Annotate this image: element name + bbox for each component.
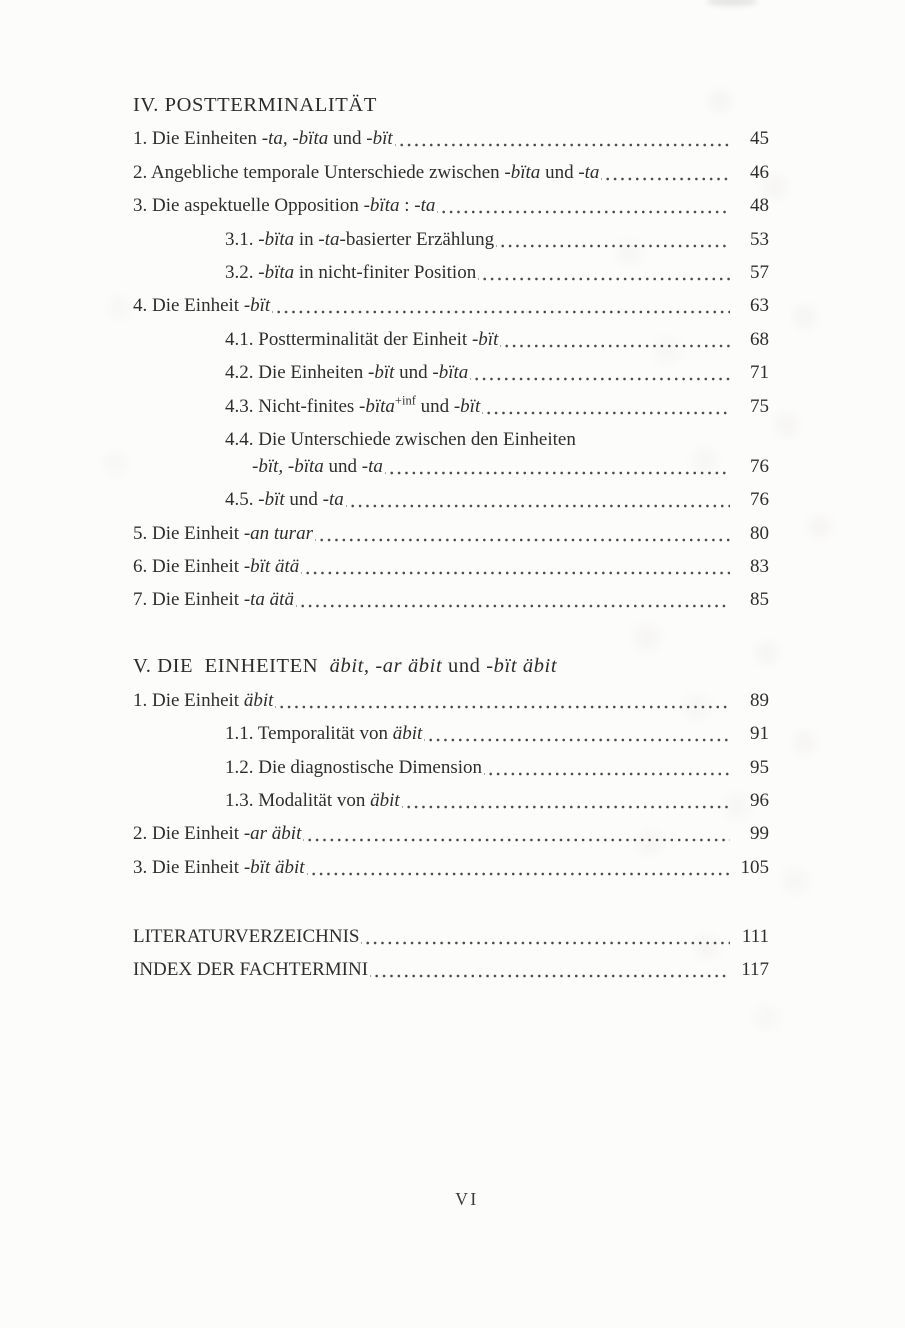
entry-page-number: 57 [750,261,769,283]
dot-leader [346,486,730,513]
toc-entry [133,259,769,286]
toc-entry [133,226,769,253]
toc-entry [133,292,769,319]
entry-title: 3.2. -bïta in nicht-finiter Position [225,261,477,283]
toc-entry [133,393,769,420]
entry-title: 1. Die Einheiten -ta, -bïta und -bït [133,128,393,150]
entry-title: 3. Die Einheit -bït äbit [133,856,305,878]
dot-leader [482,393,730,420]
entry-title: 4.2. Die Einheiten -bït und -bïta [225,362,469,384]
dot-leader [500,326,730,353]
entry-page-number: 99 [750,823,769,845]
toc-entry [133,453,769,480]
entry-title: -bït, -bïta und -ta [252,455,383,477]
entry-page-number: 83 [750,556,769,578]
toc-section [133,92,769,613]
entry-page-number: 91 [750,723,769,745]
entry-title: 2. Die Einheit -ar äbit [133,823,302,845]
bleedthrough-ghosting [0,0,10,10]
toc-entry [133,754,769,781]
toc-entry [133,359,769,386]
section-heading: IV. POSTTERMINALITÄT [133,94,377,116]
dot-leader [303,820,730,847]
section-heading: V. DIE EINHEITEN äbit, -ar äbit und -bït äbit [133,655,558,678]
toc-entry [133,553,769,580]
dot-leader [315,520,730,547]
entry-page-number: 46 [750,161,769,183]
entry-page-number: 96 [750,790,769,812]
entry-page-number: 117 [741,959,769,981]
toc-entry [133,854,769,881]
entry-title: 4.1. Postterminalität der Einheit -bït [225,328,499,350]
dot-leader [402,787,730,814]
dot-leader [296,586,730,613]
toc-entry [133,956,769,983]
page-number: VI [455,1189,479,1209]
entry-page-number: 71 [750,362,769,384]
entry-title: 4.5. -bït und -ta [225,489,344,511]
entry-page-number: 111 [741,925,769,947]
entry-page-number: 45 [750,128,769,150]
entry-title: INDEX DER FACHTERMINI [133,959,369,981]
entry-page-number: 76 [750,455,769,477]
toc-entry [133,586,769,613]
entry-title: 3.1. -bïta in -ta-basierter Erzählung [225,228,495,250]
entry-title: 5. Die Einheit -an turar [133,522,313,544]
dot-leader [385,453,730,480]
entry-title: 2. Angebliche temporale Unterschiede zwischen -bïta und -ta [133,161,600,183]
entry-title: 4. Die Einheit -bït [133,295,271,317]
entry-title: LITERATURVERZEICHNIS [133,925,360,947]
entry-page-number: 85 [750,589,769,611]
entry-page-number: 89 [750,689,769,711]
toc-entry [133,520,769,547]
entry-title: 1.1. Temporalität von äbit [225,723,423,745]
toc-entry [133,486,769,513]
dot-leader [272,292,730,319]
table-of-contents [133,92,769,983]
entry-page-number: 68 [750,328,769,350]
toc-entry [133,820,769,847]
entry-title: 4.3. Nicht-finites -bïta$^{+inf}$ und -bït [225,393,481,417]
entry-title: 4.4. Die Unterschiede zwischen den Einheiten [225,428,576,450]
entry-page-number: 76 [750,489,769,511]
dot-leader [470,359,730,386]
entry-title: 1.2. Die diagnostische Dimension [225,756,482,778]
entry-title: 6. Die Einheit -bït ätä [133,556,300,578]
entry-page-number: 53 [750,228,769,250]
entry-title: 1. Die Einheit äbit [133,689,274,711]
entry-page-number: 80 [750,522,769,544]
entry-page-number: 48 [750,195,769,217]
dot-leader [437,192,730,219]
scan-smudge [706,0,758,6]
dot-leader [484,754,730,781]
toc-section [133,923,769,983]
toc-section [133,653,769,880]
entry-page-number: 105 [740,856,769,878]
toc-entry [133,787,769,814]
dot-leader [496,226,730,253]
entry-page-number: 75 [750,395,769,417]
dot-leader [601,159,730,186]
dot-leader [361,923,730,950]
dot-leader [424,720,730,747]
toc-entry [133,426,769,453]
entry-page-number: 63 [750,295,769,317]
toc-entry [133,923,769,950]
dot-leader [307,854,730,881]
toc-entry [133,125,769,152]
dot-leader [275,687,730,714]
entry-title: 7. Die Einheit -ta ätä [133,589,294,611]
toc-entry [133,720,769,747]
entry-title: 1.3. Modalität von äbit [225,790,400,812]
entry-page-number: 95 [750,756,769,778]
toc-entry [133,159,769,186]
toc-entry [133,687,769,714]
toc-entry [133,326,769,353]
dot-leader [370,956,730,983]
dot-leader [478,259,730,286]
dot-leader [301,553,730,580]
toc-entry [133,192,769,219]
dot-leader [395,125,730,152]
entry-title: 3. Die aspektuelle Opposition -bïta : -ta [133,195,436,217]
